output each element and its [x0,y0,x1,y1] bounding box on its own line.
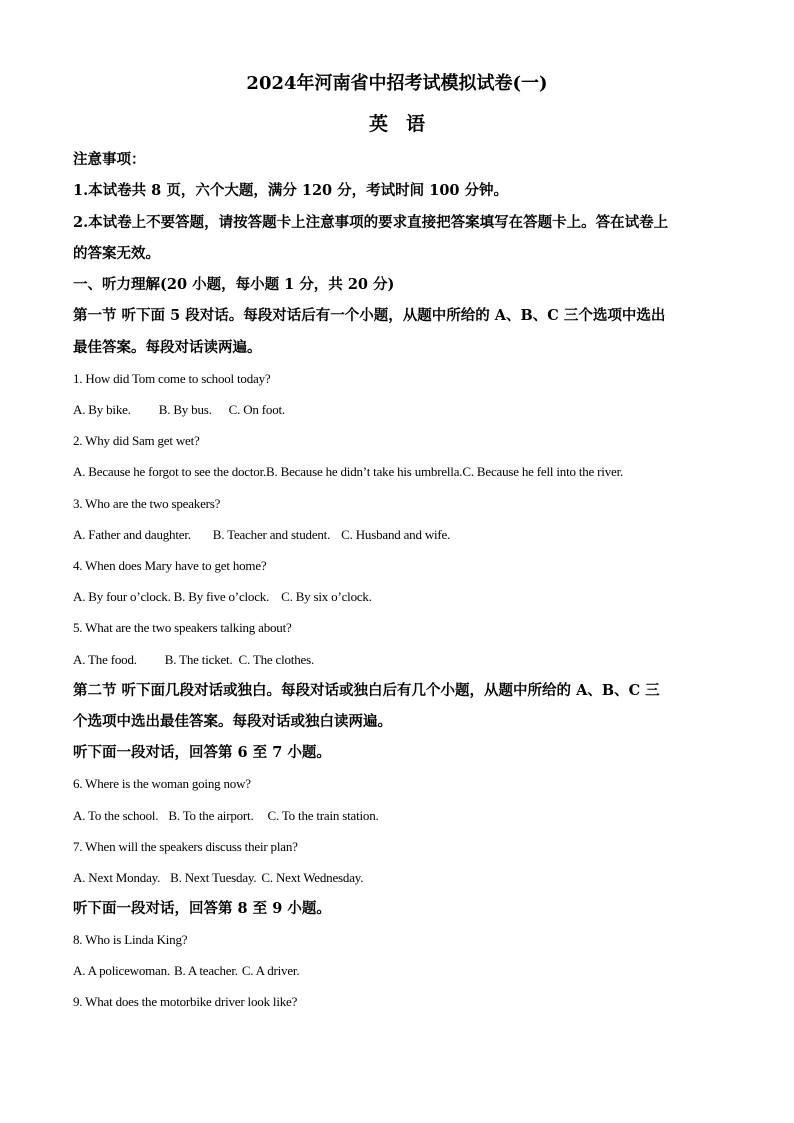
option-a: A. Because he forgot to see the doctor. [73,464,267,479]
option-a: A. By four o’clock. [73,589,171,604]
subject-title: 英语 [368,113,443,135]
part1-heading: 一、听力理解(20 小题，每小题 1 分，共 20 分) [73,276,395,293]
option-b: B. Next Tuesday. [170,870,257,885]
section2-instruction-line-1: 第二节 听下面几段对话或独白。每段对话或独白后有几个小题，从题中所给的 A、B、C 三 [73,682,660,699]
notice-item-2-line-2: 的答案无效。 [73,245,160,262]
question-9: 9. What does the motorbike driver look like? [73,994,298,1009]
option-a: A. A policewoman. [73,963,170,978]
question-4-options [73,588,723,606]
question-3-options [73,526,723,544]
question-2-options [73,463,723,481]
option-b: B. By bus. [158,402,212,417]
group-instruction-8-9: 听下面一段对话，回答第 8 至 9 小题。 [73,900,331,917]
option-c: C. By six o’clock. [281,589,372,604]
option-b: B. A teacher. [173,963,238,978]
question-1-options [73,401,723,419]
option-b: B. The ticket. [164,652,233,667]
exam-title: 2024年河南省中招考试模拟试卷(一) [246,73,548,94]
question-7-options [73,869,723,887]
notice-item-1: 1.本试卷共 8 页，六个大题，满分 120 分，考试时间 100 分钟。 [73,182,509,199]
option-b: B. Because he didn’t take his umbrella. [266,464,463,479]
option-c: C. Next Wednesday. [261,870,364,885]
option-a: A. By bike. [73,402,131,417]
notice-heading: 注意事项： [73,151,146,168]
option-c: C. Husband and wife. [341,527,451,542]
option-b: B. By five o’clock. [173,589,270,604]
option-c: C. To the train station. [267,808,379,823]
question-3: 3. Who are the two speakers? [73,496,221,511]
group-instruction-6-7: 听下面一段对话，回答第 6 至 7 小题。 [73,744,331,761]
option-c: C. A driver. [241,963,300,978]
option-c: C. On foot. [228,402,285,417]
section2-instruction-line-2: 个选项中选出最佳答案。每段对话或独白读两遍。 [73,713,392,730]
question-8-options [73,962,723,980]
option-a: A. The food. [73,652,137,667]
option-a: A. To the school. [73,808,159,823]
notice-item-2-line-1: 2.本试卷上不要答题，请按答题卡上注意事项的要求直接把答案填写在答题卡上。答在试卷上 [73,214,669,231]
option-c: C. The clothes. [238,652,315,667]
section1-instruction-line-1: 第一节 听下面 5 段对话。每段对话后有一个小题，从题中所给的 A、B、C 三个选项中选出 [73,307,666,324]
question-6: 6. Where is the woman going now? [73,776,251,791]
option-b: B. To the airport. [168,808,254,823]
option-a: A. Next Monday. [73,870,161,885]
question-2: 2. Why did Sam get wet? [73,433,200,448]
question-5: 5. What are the two speakers talking about? [73,620,292,635]
question-8: 8. Who is Linda King? [73,932,188,947]
question-7: 7. When will the speakers discuss their plan? [73,839,298,854]
section1-instruction-line-2: 最佳答案。每段对话读两遍。 [73,339,262,356]
option-b: B. Teacher and student. [212,527,331,542]
question-1: 1. How did Tom come to school today? [73,371,271,386]
option-a: A. Father and daughter. [73,527,191,542]
question-4: 4. When does Mary have to get home? [73,558,267,573]
question-5-options [73,651,723,669]
question-6-options [73,807,723,825]
option-c: C. Because he fell into the river. [462,464,624,479]
